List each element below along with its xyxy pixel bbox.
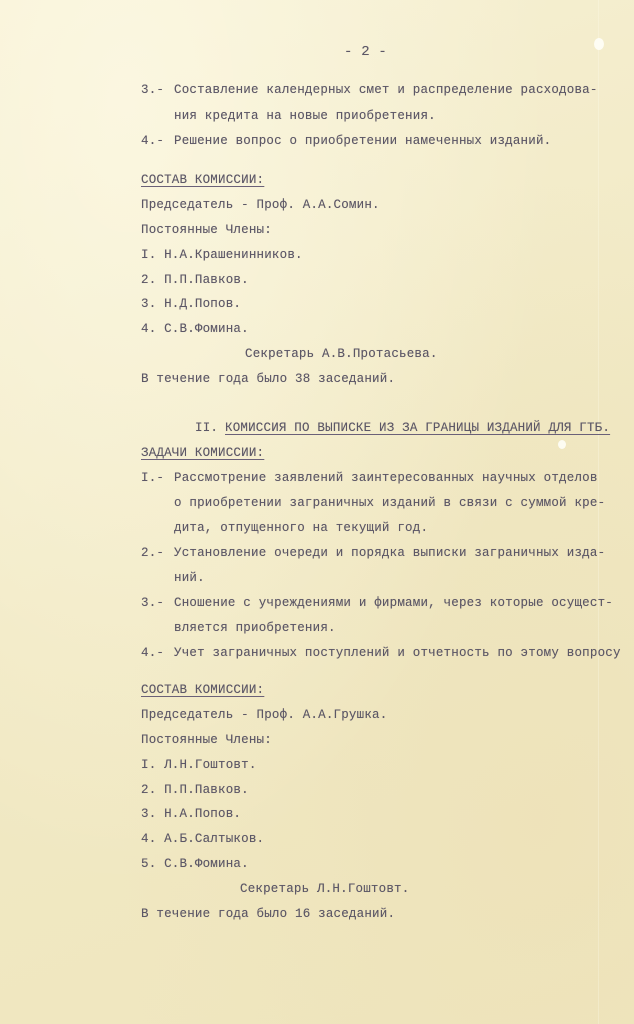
item-number: 4.- — [141, 134, 165, 148]
tasks-heading: ЗАДАЧИ КОМИССИИ: — [141, 446, 265, 460]
task-text: Учет заграничных поступлений и отчетность по этому вопросу — [174, 646, 621, 660]
item-text: Составление календерных смет и распределение расходова- — [174, 83, 598, 97]
members-heading: Постоянные Члены: — [141, 733, 272, 747]
page-number: - 2 - — [344, 44, 388, 60]
member: 2. П.П.Павков. — [141, 273, 249, 287]
member: I. Л.Н.Гоштовт. — [141, 758, 257, 772]
item-text: ния кредита на новые приобретения. — [174, 109, 436, 123]
task-text: ний. — [174, 571, 205, 585]
member: I. Н.А.Крашенинников. — [141, 248, 303, 262]
chairman: Председатель - Проф. А.А.Сомин. — [141, 198, 380, 212]
item-number: 3.- — [141, 83, 165, 97]
composition-heading: СОСТАВ КОМИССИИ: — [141, 173, 265, 187]
secretary: Секретарь Л.Н.Гоштовт. — [240, 882, 410, 896]
task-text: Сношение с учреждениями и фирмами, через которые осущест- — [174, 596, 613, 610]
task-text: вляется приобретения. — [174, 621, 336, 635]
meetings-count: В течение года было 38 заседаний. — [141, 372, 396, 386]
secretary: Секретарь А.В.Протасьева. — [245, 347, 438, 361]
item-text: Решение вопрос о приобретении намеченных изданий. — [174, 134, 552, 148]
task-number: 4.- — [141, 646, 165, 660]
task-text: Установление очереди и порядка выписки заграничных изда- — [174, 546, 606, 560]
paper-spot — [594, 38, 604, 50]
members-heading: Постоянные Члены: — [141, 223, 272, 237]
meetings-count: В течение года было 16 заседаний. — [141, 907, 396, 921]
paper-fold — [598, 0, 599, 1024]
task-number: 3.- — [141, 596, 165, 610]
chairman: Председатель - Проф. А.А.Грушка. — [141, 708, 388, 722]
task-text: дита, отпущенного на текущий год. — [174, 521, 429, 535]
member: 4. С.В.Фомина. — [141, 322, 249, 336]
task-number: 2.- — [141, 546, 165, 560]
section-number: II. — [195, 421, 219, 435]
section-title: КОМИССИЯ ПО ВЫПИСКЕ ИЗ ЗА ГРАНИЦЫ ИЗДАНИЙ ДЛЯ ГТБ. — [225, 421, 611, 435]
task-text: о приобретении заграничных изданий в связи с суммой кре- — [174, 496, 606, 510]
member: 2. П.П.Павков. — [141, 783, 249, 797]
task-text: Рассмотрение заявлений заинтересованных научных отделов — [174, 471, 598, 485]
paper-spot — [558, 440, 566, 449]
member: 3. Н.А.Попов. — [141, 807, 242, 821]
member: 5. С.В.Фомина. — [141, 857, 249, 871]
task-number: I.- — [141, 471, 165, 485]
composition-heading: СОСТАВ КОМИССИИ: — [141, 683, 265, 697]
member: 3. Н.Д.Попов. — [141, 297, 242, 311]
member: 4. А.Б.Салтыков. — [141, 832, 265, 846]
